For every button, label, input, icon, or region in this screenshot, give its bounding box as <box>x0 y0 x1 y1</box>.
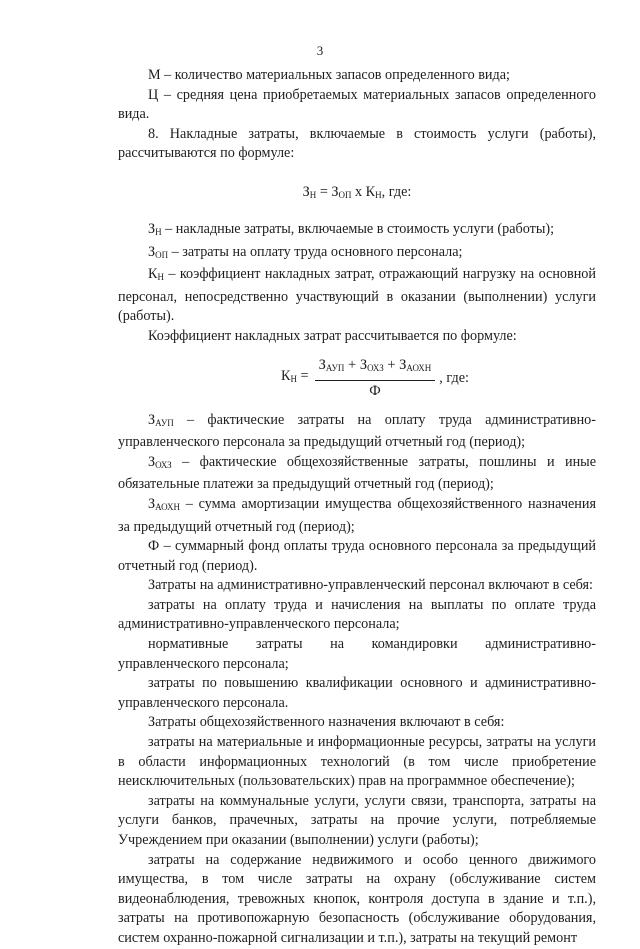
intro-paragraph: 8. Накладные затраты, включаемые в стоимость услуги (работы), рассчитываются по формуле: <box>118 125 596 162</box>
overhead-def-paragraph <box>118 265 596 327</box>
cost-paragraph: затраты по повышению квалификации основного и административно-управленческого персонала. <box>118 675 596 711</box>
overhead-def-text: – затраты на оплату труда основного персонала; <box>168 243 463 260</box>
formula-1-tail: , где: <box>381 183 412 200</box>
formula-2-fraction <box>315 356 436 401</box>
coefficient-def-symbol-sub: АУП <box>155 417 174 428</box>
coefficient-def-symbol-sub: ОХЗ <box>155 459 172 470</box>
coefficient-def-text: – фактические затраты на оплату труда административно-управленческого персонала за предыдущий отчетный год (период); <box>118 411 596 451</box>
overhead-def-symbol-sub: ОП <box>155 249 169 260</box>
coefficient-def-text: – фактические общехозяйственные затраты, пошлины и иные обязательные платежи за предыдущий отчетный год (период); <box>118 453 596 493</box>
coefficient-def-paragraph <box>118 411 596 453</box>
coefficient-def-symbol: З <box>148 495 156 512</box>
coefficient-def-symbol: З <box>148 453 156 470</box>
coefficient-def-text: – сумма амортизации имущества общехозяйственного назначения за предыдущий отчетный год (период); <box>118 495 596 535</box>
formula-1-left-sub: Н <box>309 189 317 200</box>
formula-2-tail: , где: <box>439 369 469 386</box>
coefficient-def-symbol: Ф <box>148 538 160 555</box>
formula-overhead-costs <box>118 164 596 220</box>
coefficient-def-paragraph <box>118 453 596 495</box>
overhead-def-symbol: З <box>148 220 156 237</box>
coefficient-def-paragraph <box>118 495 596 537</box>
formula-1-eq: = З <box>316 183 339 200</box>
formula-2-denominator: Ф <box>369 382 381 399</box>
overhead-definitions <box>118 220 596 347</box>
intro-paragraph: Ц – средняя цена приобретаемых материальных запасов определенного вида. <box>118 86 596 123</box>
page-number: 3 <box>316 43 324 58</box>
overhead-def-paragraph <box>118 220 596 243</box>
cost-paragraph: затраты на оплату труда и начисления на выплаты по оплате труда административно-управленческого персонала; <box>118 596 596 633</box>
cost-paragraph: Затраты на административно-управленческий персонал включают в себя: <box>148 577 593 594</box>
formula-overhead-coefficient <box>118 347 596 411</box>
intro-section <box>118 66 596 164</box>
overhead-def-symbol-sub: Н <box>157 272 164 283</box>
coefficient-definitions <box>118 411 596 577</box>
coefficient-def-symbol: З <box>148 411 156 428</box>
overhead-def-symbol: К <box>148 266 158 283</box>
cost-paragraph: нормативные затраты на командировки административно-управленческого персонала; <box>118 636 596 672</box>
cost-composition-section <box>118 576 596 948</box>
overhead-def-paragraph <box>118 327 596 347</box>
overhead-def-text: – накладные затраты, включаемые в стоимость услуги (работы); <box>161 220 555 237</box>
overhead-def-text: – коэффициент накладных затрат, отражающий нагрузку на основной персонал, непосредственно участвующий в оказании (выполнении) услуги (работы). <box>118 266 596 325</box>
overhead-def-text: Коэффициент накладных затрат рассчитывается по формуле: <box>148 327 517 344</box>
formula-1-op: х К <box>351 183 376 200</box>
intro-paragraph: М – количество материальных запасов определенного вида; <box>148 67 510 83</box>
formula-2-left: $К_Н$ = <box>281 368 309 385</box>
coefficient-def-symbol-sub: АОХН <box>155 501 180 512</box>
cost-paragraph: затраты на коммунальные услуги, услуги связи, транспорта, затраты на услуги банков, прачечных, затраты на прочие услуги, потребляемые Учреждением при оказании (выполнении) услуги (работы); <box>118 792 596 848</box>
formula-1-left: З <box>302 183 310 200</box>
cost-paragraph: Затраты общехозяйственного назначения включают в себя: <box>148 714 505 731</box>
coefficient-def-paragraph <box>118 537 596 576</box>
document-body <box>118 66 596 949</box>
formula-1-mid-sub: ОП <box>338 189 352 200</box>
overhead-def-symbol-sub: Н <box>155 226 162 237</box>
formula-1-right-sub: Н <box>375 189 382 200</box>
overhead-def-symbol: З <box>148 243 156 260</box>
cost-paragraph: затраты на содержание недвижимого и особо ценного движимого имущества, в том числе затраты на охрану (обслуживание систем видеонаблюдения, тревожных кнопок, контроля доступа в здание и т.п.), затраты на противопожарную безопасность (обслуживание оборудования, систем охранно-пожарной сигнализации и т.п.), затраты на текущий ремонт <box>118 851 596 946</box>
cost-paragraph: затраты на материальные и информационные ресурсы, затраты на услуги в области информационных технологий (в том числе приобретение неисключительных (пользовательских) прав на программное обеспечение); <box>118 734 596 790</box>
formula-2-numerator: $З_{АУП} + З_{ОХЗ} + З_{АОХН}$ <box>315 356 436 381</box>
coefficient-def-text: – суммарный фонд оплаты труда основного персонала за предыдущий отчетный год (период). <box>118 538 596 574</box>
overhead-def-paragraph <box>118 243 596 266</box>
